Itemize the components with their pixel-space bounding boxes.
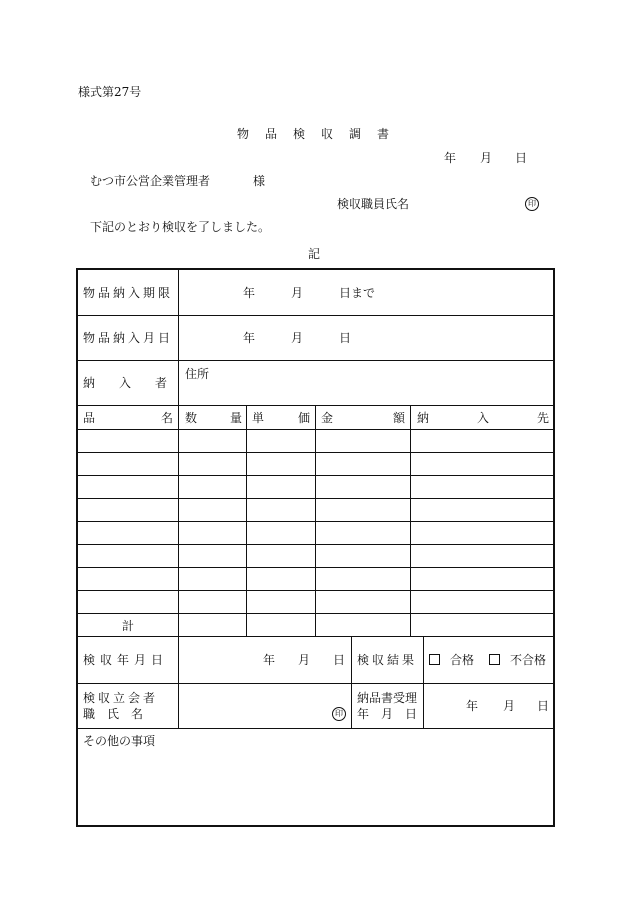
pass-label: 合格 [450, 653, 475, 667]
header-destination-2: 入 [477, 411, 490, 425]
intro-text: 下記のとおり検収を了しました。 [90, 220, 271, 234]
document-title: 物 品 検 収 調 書 [237, 127, 392, 141]
delivery-deadline-month: 月 [291, 286, 304, 300]
col-divider [315, 405, 316, 636]
row-divider [77, 360, 554, 361]
fail-label: 不合格 [510, 653, 547, 667]
pass-checkbox-icon[interactable] [429, 654, 440, 665]
delivery-deadline-label: 物品納入期限 [83, 286, 174, 300]
date-year: 年 [444, 151, 457, 165]
delivery-date-label: 物品納入月日 [83, 331, 174, 345]
header-amount-2: 額 [393, 411, 406, 425]
inspection-day: 日 [333, 653, 346, 667]
receipt-label-1: 納品書受理 [357, 691, 418, 705]
witness-label-2: 職 氏 名 [83, 707, 144, 721]
receipt-day: 日 [537, 699, 550, 713]
header-unit-price-1: 単 [252, 411, 265, 425]
receipt-label-2: 年 月 日 [357, 707, 418, 721]
table-border-bottom [76, 825, 555, 827]
seal-icon: 印 [525, 197, 539, 211]
total-label: 計 [122, 619, 135, 633]
col-divider [178, 269, 179, 636]
inspection-date-label: 検収年月日 [83, 653, 169, 667]
col-divider [246, 405, 247, 636]
supplier-label: 納 入 者 [83, 376, 168, 390]
delivery-date-day: 日 [339, 331, 352, 345]
addressee-honorific: 様 [253, 174, 266, 188]
table-border-top [76, 268, 555, 270]
receipt-year: 年 [466, 699, 479, 713]
col-divider [423, 636, 424, 728]
ki-label: 記 [308, 247, 321, 261]
form-number: 様式第27号 [78, 85, 142, 99]
header-quantity-2: 量 [230, 411, 243, 425]
inspection-result-label: 検収結果 [357, 653, 418, 667]
addressee: むつ市公営企業管理者 [90, 174, 211, 188]
pass-option[interactable] [429, 653, 474, 667]
header-amount-1: 金 [321, 411, 334, 425]
inspection-year: 年 [263, 653, 276, 667]
witness-seal-icon: 印 [332, 707, 346, 721]
table-border-right [553, 268, 555, 827]
header-quantity-1: 数 [185, 411, 198, 425]
date-month: 月 [480, 151, 493, 165]
row-divider [77, 315, 554, 316]
row-divider [77, 728, 554, 729]
header-destination-3: 先 [537, 411, 550, 425]
col-divider [351, 636, 352, 728]
delivery-date-year: 年 [243, 331, 256, 345]
header-item-name-1: 品 [83, 411, 96, 425]
inspection-month: 月 [298, 653, 311, 667]
fail-checkbox-icon[interactable] [489, 654, 500, 665]
date-day: 日 [515, 151, 528, 165]
row-divider [77, 683, 554, 684]
supplier-address-label: 住所 [185, 367, 210, 381]
inspector-name-label: 検収職員氏名 [337, 197, 410, 211]
col-divider [178, 636, 179, 728]
delivery-date-month: 月 [291, 331, 304, 345]
header-item-name-2: 名 [161, 411, 174, 425]
row-divider [77, 636, 554, 637]
col-divider [410, 405, 411, 636]
table-border-left [76, 268, 78, 827]
header-destination-1: 納 [417, 411, 430, 425]
fail-option[interactable] [489, 653, 546, 667]
header-unit-price-2: 価 [298, 411, 311, 425]
receipt-month: 月 [503, 699, 516, 713]
delivery-deadline-day: 日まで [339, 286, 376, 300]
witness-label-1: 検収立会者 [83, 691, 159, 705]
other-matters-label: その他の事項 [83, 734, 156, 748]
delivery-deadline-year: 年 [243, 286, 256, 300]
